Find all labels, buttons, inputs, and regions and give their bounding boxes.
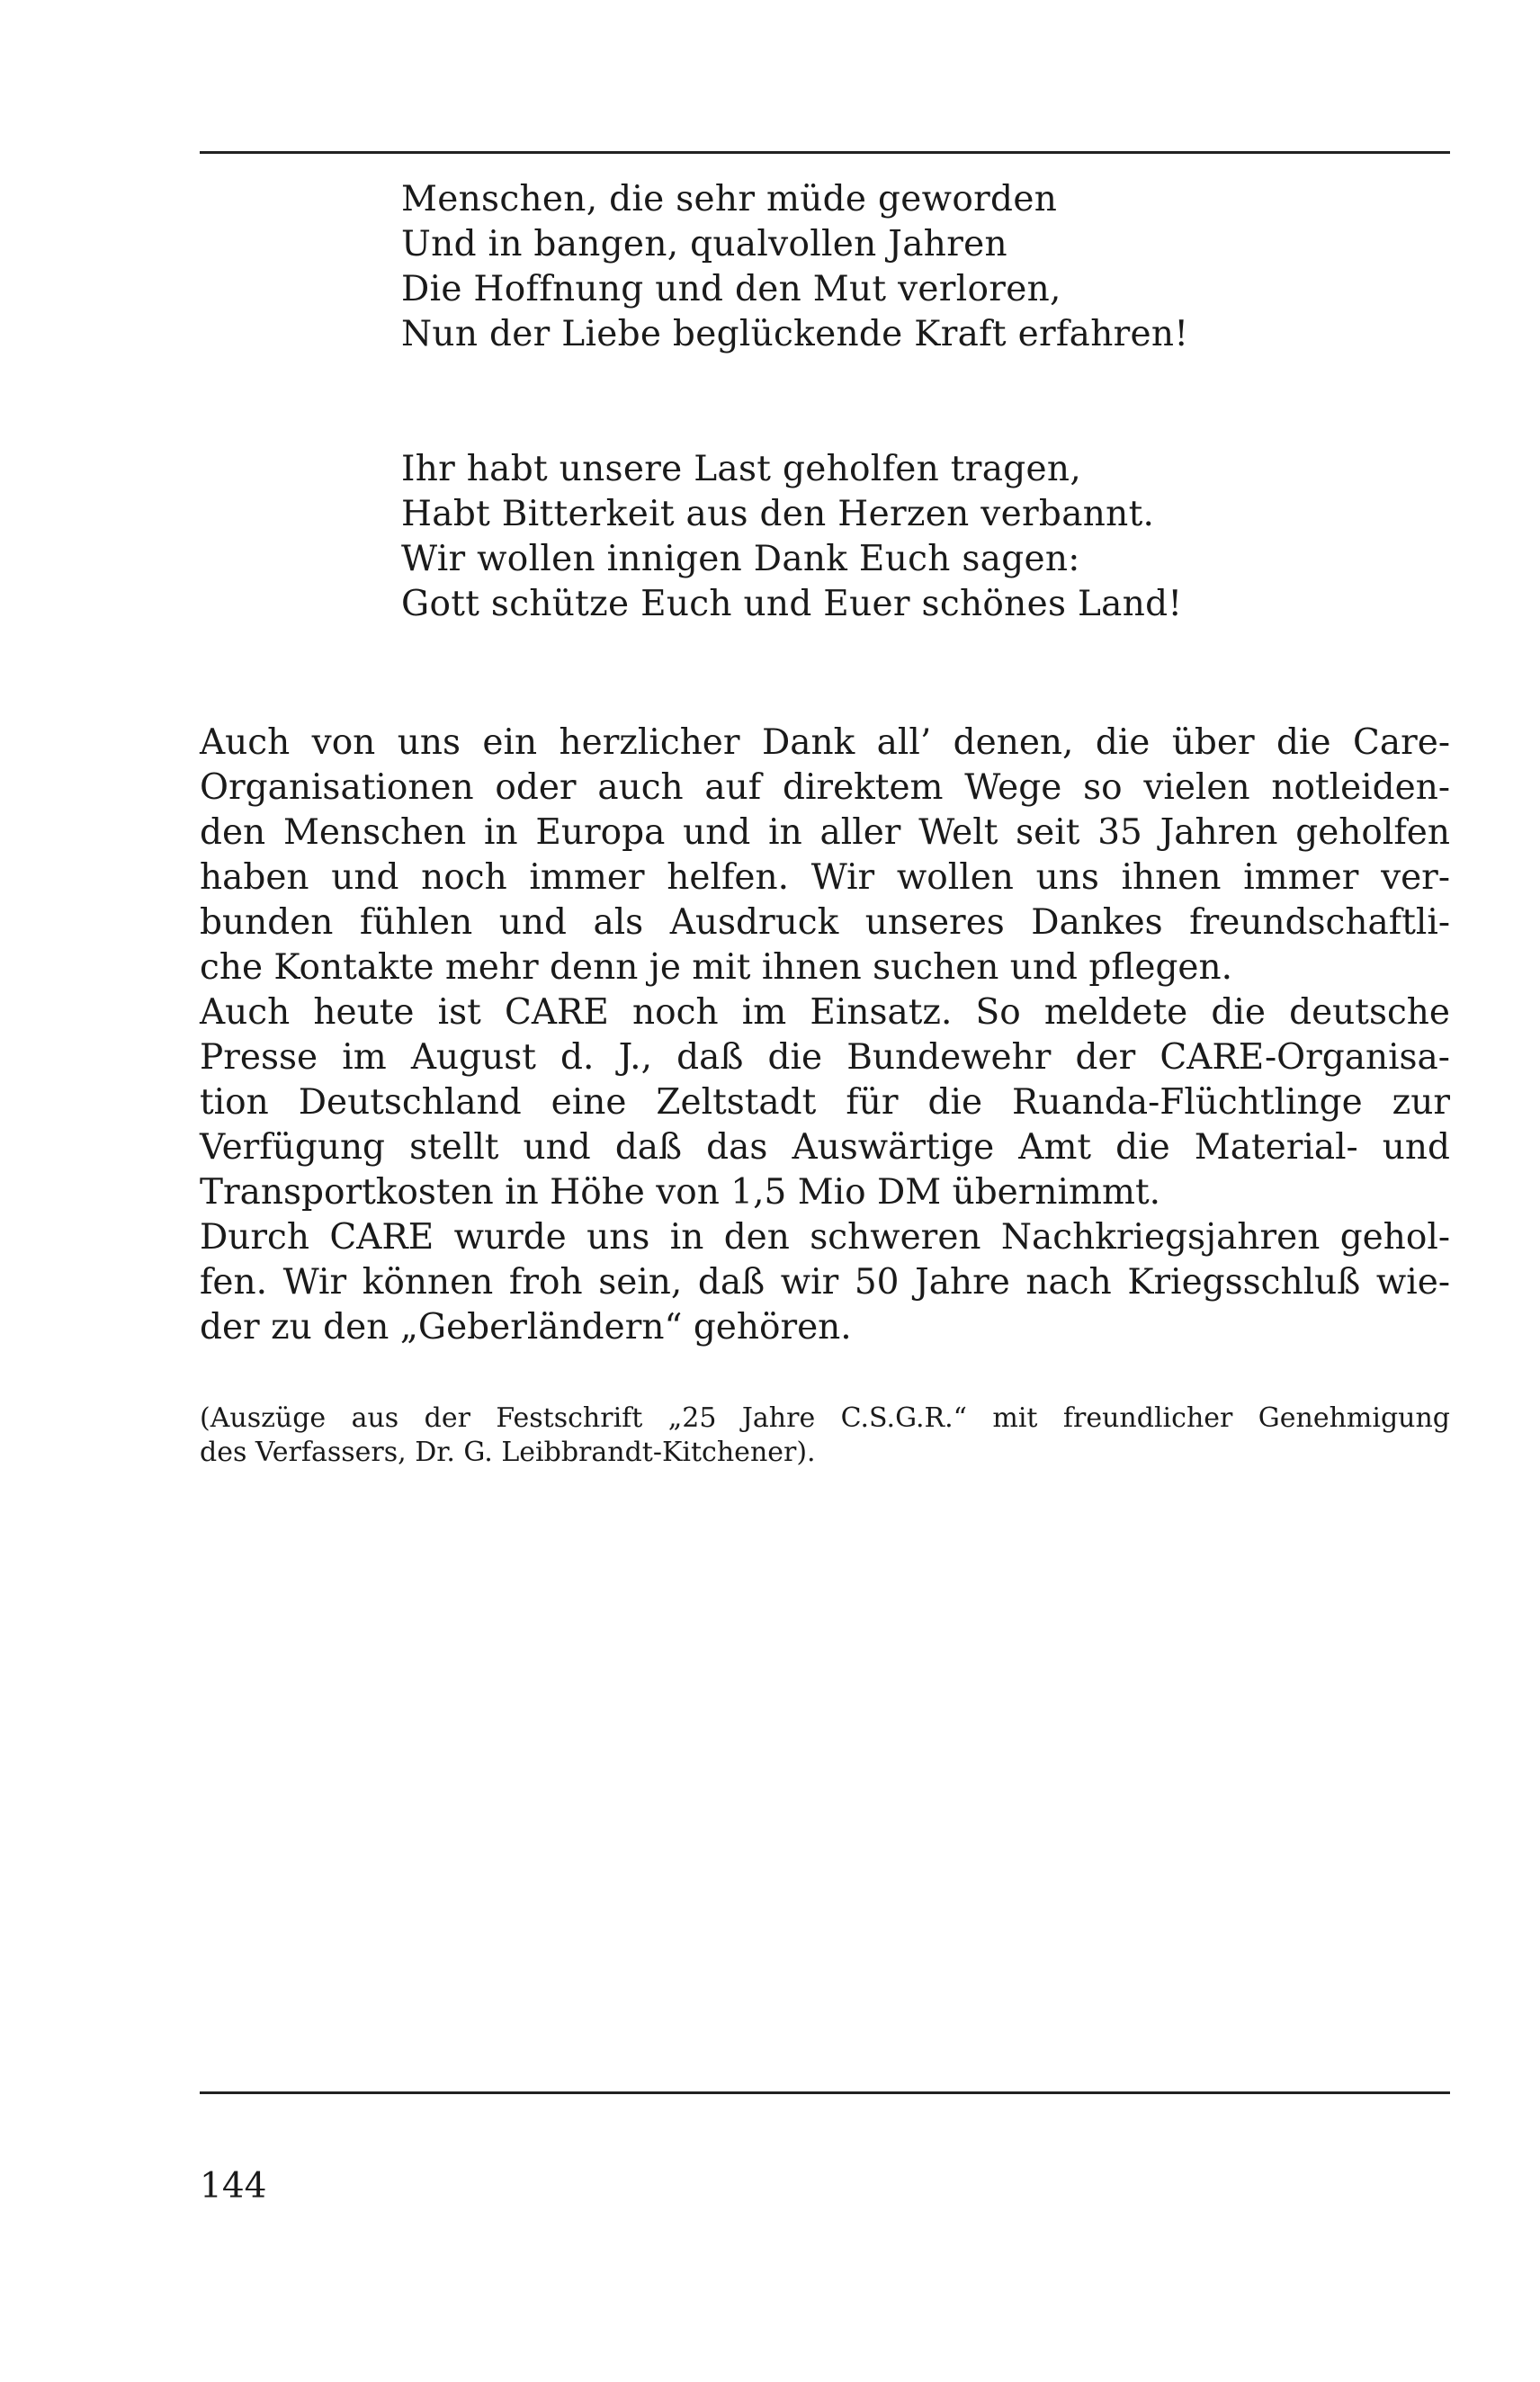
top-rule: [200, 151, 1450, 154]
poem-line: Ihr habt unsere Last geholfen tragen,: [401, 449, 1082, 489]
poem-line: Nun der Liebe beglückende Kraft erfahren!: [401, 314, 1189, 354]
poem-line: Gott schütze Euch und Euer schönes Land!: [401, 584, 1183, 624]
body-text-line: den Menschen in Europa und in aller Welt seit 35 Jahren geholfen: [200, 812, 1450, 853]
poem-line: Und in bangen, qualvollen Jahren: [401, 224, 1007, 264]
body-text-line: Transportkosten in Höhe von 1,5 Mio DM übernimmt.: [200, 1172, 1161, 1213]
body-text-line: che Kontakte mehr denn je mit ihnen suchen und pflegen.: [200, 947, 1233, 988]
body-text-line: Auch heute ist CARE noch im Einsatz. So meldete die deutsche: [200, 992, 1450, 1033]
poem-line: Habt Bitterkeit aus den Herzen verbannt.: [401, 494, 1155, 534]
bottom-rule: [200, 2091, 1450, 2094]
body-text-line: bunden fühlen und als Ausdruck unseres Dankes freundschaftli-: [200, 902, 1450, 943]
body-text-line: der zu den „Geberländern“ gehören.: [200, 1307, 852, 1348]
poem-line: Menschen, die sehr müde geworden: [401, 179, 1058, 219]
poem-line: Wir wollen innigen Dank Euch sagen:: [401, 539, 1080, 579]
page-number: 144: [200, 2166, 267, 2207]
body-text-line: tion Deutschland eine Zeltstadt für die Ruanda-Flüchtlinge zur: [200, 1082, 1450, 1123]
body-text-line: haben und noch immer helfen. Wir wollen uns ihnen immer ver-: [200, 857, 1450, 898]
body-text-line: fen. Wir können froh sein, daß wir 50 Jahre nach Kriegsschluß wie-: [200, 1262, 1450, 1303]
body-text-line: Organisationen oder auch auf direktem Wege so vielen notleiden-: [200, 767, 1450, 808]
poem-line: Die Hoffnung und den Mut verloren,: [401, 269, 1061, 309]
body-text-line: Presse im August d. J., daß die Bundewehr der CARE-Organisa-: [200, 1037, 1450, 1078]
body-text-line: Auch von uns ein herzlicher Dank all’ denen, die über die Care-: [200, 722, 1450, 763]
body-text-line: Verfügung stellt und daß das Auswärtige Amt die Material- und: [200, 1127, 1450, 1168]
source-note-line: des Verfassers, Dr. G. Leibbrandt-Kitchener).: [200, 1437, 816, 1468]
body-text-line: Durch CARE wurde uns in den schweren Nachkriegsjahren gehol-: [200, 1217, 1450, 1258]
source-note-line: (Auszüge aus der Festschrift „25 Jahre C.S.G.R.“ mit freundlicher Genehmigung: [200, 1402, 1450, 1434]
